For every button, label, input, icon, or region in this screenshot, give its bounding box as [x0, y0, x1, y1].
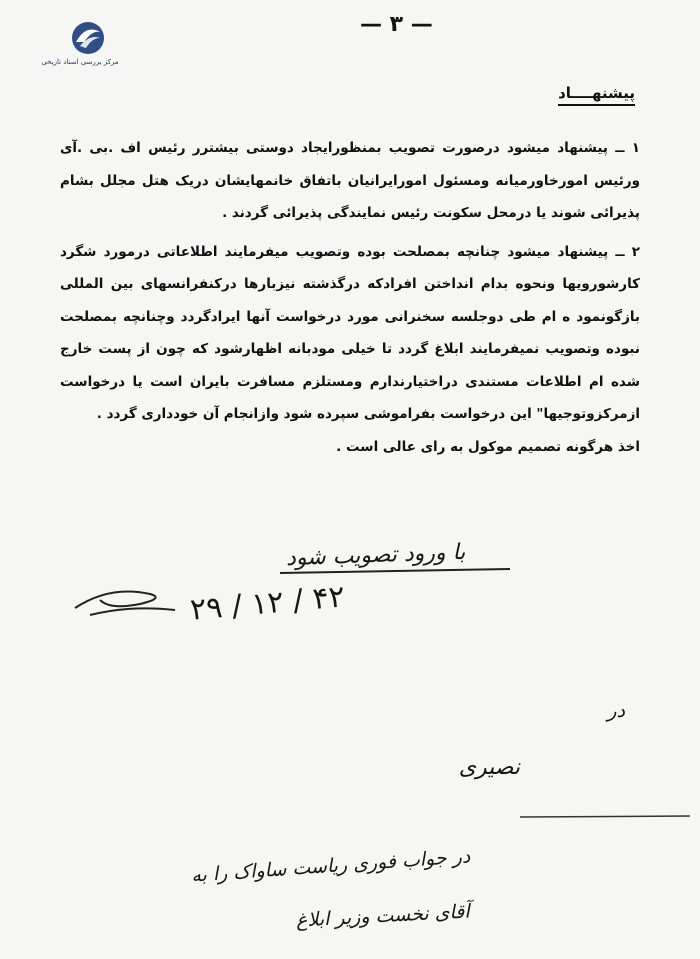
handwritten-margin-note: با ورود تصویب شود [285, 539, 466, 572]
archive-logo [30, 20, 130, 70]
handwritten-bottom-note-2: آقای نخست وزیر ابلاغ [295, 900, 471, 932]
handwritten-bottom-note-1: در جواب فوری ریاست ساواک را به [190, 845, 471, 887]
note-underline [280, 568, 510, 574]
logo-caption: مرکز بررسی اسناد تاریخی [41, 58, 119, 66]
initial-signature-icon [70, 580, 180, 625]
paragraph-3: اخذ هرگونه تصمیم موکول به رای عالی است . [336, 438, 640, 455]
document-heading: پیشنهــــاد [558, 84, 635, 106]
handwritten-date: ۲۹ / ۱۲ / ۴۲ [188, 579, 347, 628]
handwritten-signature: نصیری [458, 755, 520, 780]
document-body [60, 132, 640, 463]
paragraph-2: ۲ ــ پیشنهاد میشود چنانچه بمصلحت بوده وتصویب میفرمایند اطلاعاتی درمورد شگرد کارشورویها ونحوه بدام انداختن افرادکه درگذشته نیزبارها درکنفرانسهای بین المللی بازگونمود ه ام طی دوجلسه سخنرانی مورد درخواست آنها ایرادگردد وچنانچه بمصلحت نبوده وتصویب نمیفرمایند ابلاغ گردد تا خیلی مودبانه اظهارشود که چون از پست خارج شده ام اطلاعات مستندی دراختیارندارم ومستلزم مسافرت بایران است یا درخواست ازمرکزوتوجیها" این درخواست بفراموشی سپرده شود وازانجام آن خودداری گردد . [60, 243, 640, 422]
handwritten-dar: در [607, 700, 625, 722]
page-number: — ۳ — [360, 12, 433, 37]
archive-logo-icon [70, 20, 106, 56]
paragraph-1: ۱ ــ پیشنهاد میشود درصورت تصویب بمنظورایجاد دوستی بیشترر رئیس اف .بی .آی ورئیس امورخاورمیانه ومسئول امورایرانیان باتفاق خانمهایشان دریک هتل مجلل بشام پذیرائی شوند یا درمحل سکونت رئیس نمایندگی پذیرائی گردند . [60, 140, 640, 221]
signature-line [520, 815, 690, 818]
